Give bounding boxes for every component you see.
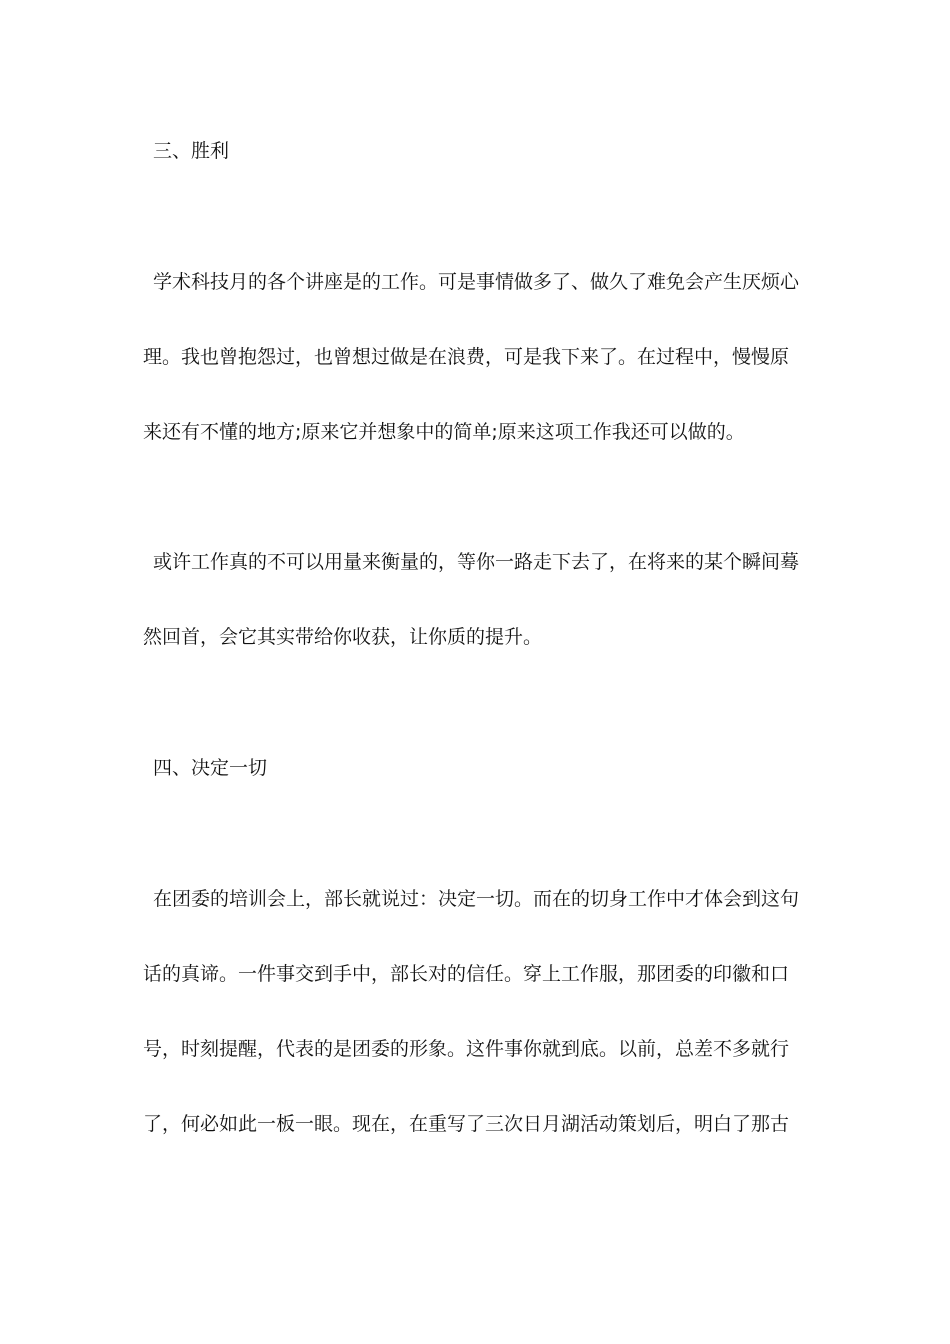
paragraph-line: 来还有不懂的地方;原来它并想象中的简单;原来这项工作我还可以做的。: [143, 421, 745, 443]
paragraph-line: 理。我也曾抱怨过，也曾想过做是在浪费，可是我下来了。在过程中，慢慢原: [143, 346, 790, 368]
paragraph-line: 学术科技月的各个讲座是的工作。可是事情做多了、做久了难免会产生厌烦心: [153, 271, 800, 293]
paragraph-line: 在团委的培训会上，部长就说过：决定一切。而在的切身工作中才体会到这句: [153, 888, 800, 910]
paragraph-line: 了，何必如此一板一眼。现在，在重写了三次日月湖活动策划后，明白了那古: [143, 1113, 790, 1135]
section-heading-victory: 三、胜利: [153, 140, 230, 162]
paragraph-line: 话的真谛。一件事交到手中，部长对的信任。穿上工作服，那团委的印徽和口: [143, 963, 790, 985]
paragraph-line: 号，时刻提醒，代表的是团委的形象。这件事你就到底。以前，总差不多就行: [143, 1038, 790, 1060]
paragraph-line: 然回首，会它其实带给你收获，让你质的提升。: [143, 626, 543, 648]
section-heading-decides-everything: 四、决定一切: [153, 757, 268, 779]
paragraph-line: 或许工作真的不可以用量来衡量的，等你一路走下去了，在将来的某个瞬间蓦: [153, 551, 800, 573]
